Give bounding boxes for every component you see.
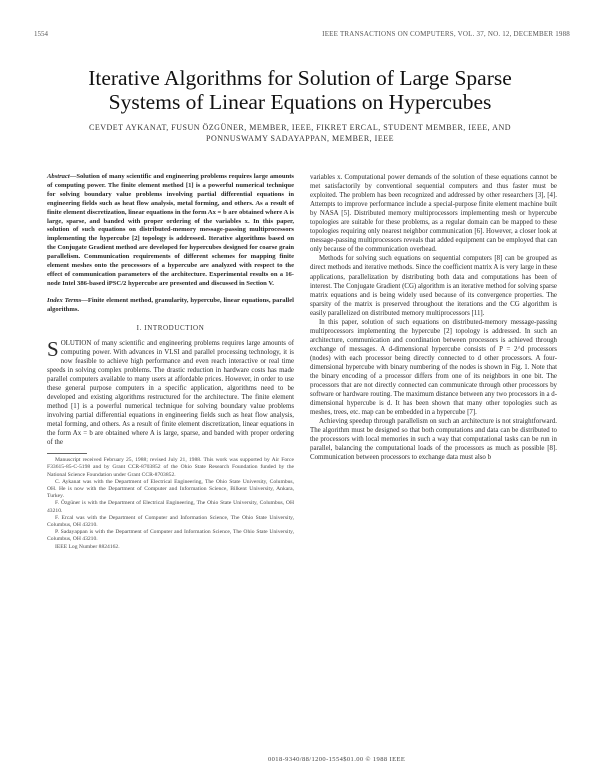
page-number: 1554: [34, 30, 48, 38]
abstract-text: Solution of many scientific and engineering problems requires large amounts of computing power. The finite element method [1] is a powerful numerical technique for solving boundary value problems involving partial differential equations in engineering fields such as heat flow analysis, metal forming, and others. As a result of finite element discretization, linear equations in the form Ax = b are obtained where A is large, sparse, and banded with proper ordering of the variables x. In this paper, solution of such equations on distributed-memory message-passing multiprocessors implementing the hypercube [2] topology is addressed. Iterative algorithms based on the Conjugate Gradient method are developed for hypercubes designed for coarse grain parallelism. Communication requirements of different schemes for mapping finite element meshes onto the processors of a hypercube are analyzed with respect to the effect of communication parameters of the architecture. Experimental results on a 16-node Intel 386-based iPSC/2 hypercube are presented and discussed in Section V.: [47, 173, 294, 287]
footnote: F. Ercal was with the Department of Computer and Information Science, The Ohio State University, Columbus, OH 43210.: [47, 514, 294, 529]
abstract-label: Abstract—: [47, 173, 77, 180]
footnote: C. Aykanat was with the Department of Electrical Engineering, The Ohio State University, Columbus, OH. He is now with the Department of Computer and Information Science, Bilkent University, Ankara, Turkey.: [47, 478, 294, 500]
footnote: P. Sadayappan is with the Department of Computer and Information Science, The Ohio State University, Columbus, OH 43210.: [47, 529, 294, 543]
intro-paragraph: [47, 336, 294, 448]
authors-line-2: PONNUSWAMY SADAYAPPAN, MEMBER, IEEE: [206, 134, 394, 143]
title-line-1: Iterative Algorithms for Solution of Large Sparse: [88, 66, 512, 90]
authors-line-1: CEVDET AYKANAT, FUSUN ÖZGÜNER, MEMBER, IEEE, FIKRET ERCAL, STUDENT MEMBER, IEEE, AND: [88, 123, 511, 132]
left-column: [47, 173, 294, 551]
body-paragraph: Methods for solving such equations on sequential computers [8] can be grouped as direct methods and iterative methods. Since the coefficient matrix A is very large in these applications, parallelization by distributing both data and computations has been of interest. The Conjugate Gradient (CG) algorithm is an iterative method for solving sparse matrix equations and is being widely used because of its convergence properties. The sparsity of the matrix is preserved throughout the iterations and the CG algorithm is easily parallelized on distributed memory multiprocessors [11].: [310, 255, 557, 317]
abstract: [47, 173, 294, 289]
drop-cap: S: [47, 336, 59, 361]
intro-text: OLUTION of many scientific and engineering problems requires large amounts of computing power. With advances in VLSI and parallel processing technology, it is now feasible to achieve high performance and even reach interactive or real time speeds in solving complex problems. The drastic reduction in hardware costs has made parallel computers available to many users at affordable prices. However, in order to use these general purpose computers in a specific application, algorithms need to be developed and existing algorithms restructured for the architecture. The finite element method [1] is a powerful numerical technique for solving boundary value problems involving partial differential equations in engineering fields such as heat flow analysis, metal forming, and others. As a result of finite element discretization, linear equations in the form Ax = b are obtained where A is large, sparse, and banded with proper ordering of the: [47, 339, 294, 447]
paper-title: [0, 66, 600, 114]
body-paragraph: Achieving speedup through parallelism on such an architecture is not straightforward. The algorithm must be designed so that both computations and data can be distributed to the processors with local memories in such a way that computational tasks can be run in parallel, balancing the computational loads of the processors as much as possible [8]. Communication between processors to exchange data must also b: [310, 418, 557, 462]
index-terms-label: Index Terms—: [47, 296, 88, 304]
body-paragraph: In this paper, solution of such equations on distributed-memory message-passing multiprocessors implementing the hypercube [2] topology is addressed. In such an architecture, communication and coordination between processors is achieved through exchange of messages. A d-dimensional hypercube consists of P = 2^d processors (nodes) with each processor being directly connected to d other processors. A four-dimensional hypercube with binary numbering of the nodes is shown in Fig. 1. Note that the binary encoding of a processor differs from one of its neighbors in one bit. The processors that are not directly connected can communicate through other processors by software or hardware routing. The maximum distance between any two processors in a d-dimensional hypercube is d. It has been shown that many other topologies such as meshes, trees, etc. map can be embedded in a hypercube [7].: [310, 318, 557, 417]
body-paragraph: variables x. Computational power demands of the solution of these equations cannot be met satisfactorily by conventional sequential computers and thus faster must be exploited. The problem has been recognized and addressed by other researchers [3], [4]. Attempts to improve performance include a special-purpose finite element machine built by NASA [5]. Distributed memory multiprocessors implementing mesh or hypercube topologies are suitable for these problems, as a regular domain can be mapped to these topologies requiring only nearest neighbor communication [6]. However, a closer look at message-passing multiprocessors reveals that added equipment can be employed that can only because of the communication overhead.: [310, 174, 557, 254]
author-list: [60, 122, 540, 144]
index-terms-text: Finite element method, granularity, hypercube, linear equations, parallel algorithms.: [47, 296, 295, 313]
title-line-2: Systems of Linear Equations on Hypercubes: [108, 90, 492, 114]
footnote: Manuscript received February 25, 1988; revised July 21, 1988. This work was supported by Air Force F33615-85-C-5198 and by Grant CCR-8703852 of the Ohio State Research Foundation funded by the National Science Foundation under Grant CCR-8703852.: [47, 457, 294, 478]
section-heading-introduction: I. INTRODUCTION: [136, 323, 205, 332]
footnote: F. Özgüner is with the Department of Electrical Engineering, The Ohio State University, Columbus, OH 43210.: [47, 500, 294, 514]
right-column: [310, 173, 557, 463]
copyright-line: 0018-9340/88/1200-1554$01.00 © 1988 IEEE: [268, 756, 406, 763]
footnote: IEEE Log Number 8824162.: [55, 543, 120, 550]
footnote-rule: [47, 453, 87, 454]
page-header: [34, 30, 570, 42]
index-terms: [47, 297, 294, 315]
running-head: IEEE TRANSACTIONS ON COMPUTERS, VOL. 37, NO. 12, DECEMBER 1988: [322, 30, 570, 38]
